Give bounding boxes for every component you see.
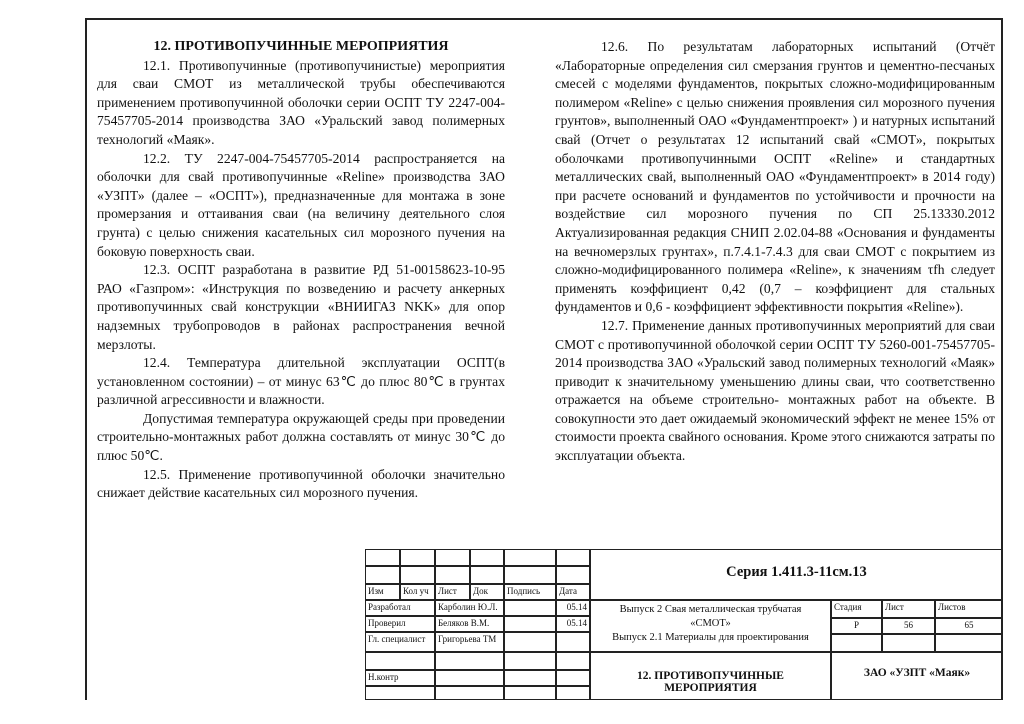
- cell: [556, 652, 590, 670]
- section-heading: 12. ПРОТИВОПУЧИННЫЕ МЕРОПРИЯТИЯ: [153, 39, 449, 54]
- left-column: [97, 38, 505, 503]
- name-checked: Беляков В.М.: [435, 616, 504, 632]
- role-developed: Разработал: [365, 600, 435, 616]
- description-line-1: Выпуск 2 Свая металлическая трубчатая: [619, 604, 802, 615]
- cell: [935, 634, 1003, 652]
- stage-label: Стадия: [831, 600, 882, 618]
- right-column: [555, 38, 995, 466]
- sheets-label: Листов: [935, 600, 1003, 618]
- role-norm-control: Н.контр: [365, 670, 435, 686]
- cell: [435, 652, 504, 670]
- paragraph-12-7: 12.7. Применение данных противопучинных мероприятий для сваи СМОТ с противопучинной оболочкой серии ОСПТ ТУ 5260-001-75457705-2014 производства ЗАО «Уральский завод полимерных технологий «Маяк» приводит к значительному уменьшению длины сваи, что соответственно отражается на объеме строительно- монтажных работ на объекте. В совокупности это дает ожидаемый экономический эффект не менее 15% от стоимости проекта свайного основания. Кроме этого снижаются затраты по эксплуатации объекта.: [555, 317, 995, 464]
- signature-cell: [504, 616, 556, 632]
- cell: [470, 566, 504, 584]
- cell: [556, 686, 590, 700]
- cell: [504, 549, 556, 566]
- paragraph-temperature: Допустимая температура окружающей среды при проведении строительно-монтажных работ должна составлять от минус 30℃ до плюс 50℃.: [97, 410, 505, 464]
- cell: [365, 566, 400, 584]
- sheet-label: Лист: [882, 600, 935, 618]
- cell: [400, 549, 435, 566]
- header-podpis: Подпись: [504, 584, 556, 600]
- cell: [556, 566, 590, 584]
- cell: [504, 670, 556, 686]
- cell: [831, 634, 882, 652]
- paragraph-12-5: 12.5. Применение противопучинной оболочки значительно снижает действие касательных сил морозного пучения.: [97, 466, 505, 501]
- series-title: Серия 1.411.3-11см.13: [590, 549, 1003, 600]
- cell: [435, 686, 504, 700]
- paragraph-12-6: 12.6. По результатам лабораторных испытаний (Отчёт «Лабораторные определения сил смерзания грунтов и цементно-песчаных смесей с моделями фундаментов, покрытых сложно-модифицированным полимером «Reline» с целью снижения проявления сил морозного пучения грунтов», выполненный ОАО «Фундаментпроект» ) и натурных испытаний свай (Отчет о результатах 12 испытаний свай «СМОТ», покрытых оболочками противопучинными ОСПТ «Reline» и стандартных металлических свай, выполненный ОАО «Фундаментпроект» в 2014 году) при расчете оснований и фундаментов по устойчивости и прочности на воздействие сил морозного пучения по СП 25.13330.2012 Актуализированная редакция СНИП 2.02.04-88 «Основания и фундаменты на вечномерзлых грунтах», п.7.4.1-7.4.3 для сваи СМОТ с покрытием из сложно-модифицированного полимера «Reline», к значениям τfh следует применять коэффициент 0,42 (0,7 – коэффициент для стальных фундаментов и 0,6 - коэффициент эффективности покрытия «Reline»).: [555, 39, 995, 315]
- paragraph-12-4: 12.4. Температура длительной эксплуатации ОСПТ(в установленном состоянии) – от минус 63℃ до плюс 80℃ в грунтах различной агрессивности и влажности.: [97, 355, 505, 408]
- cell: [556, 549, 590, 566]
- paragraph-12-3: 12.3. ОСПТ разработана в развитие РД 51-00158623-10-95 РАО «Газпром»: «Инструкция по возведению и расчету анкерных противопучинных свай конструкции «ВНИИГАЗ NKK» для опор надземных трубопроводов в районах распространения вечной мерзлоты.: [97, 262, 505, 352]
- cell: [365, 686, 435, 700]
- section-title-cell: 12. ПРОТИВОПУЧИННЫЕ МЕРОПРИЯТИЯ: [590, 652, 831, 700]
- sheet-value: 56: [882, 618, 935, 634]
- header-izm: Изм: [365, 584, 400, 600]
- description-cell: [590, 600, 831, 652]
- header-dok: Док: [470, 584, 504, 600]
- name-chief-specialist: Григорьева ТМ: [435, 632, 504, 652]
- role-chief-specialist: Гл. специалист: [365, 632, 435, 652]
- header-kol-uch: Кол уч: [400, 584, 435, 600]
- cell: [435, 670, 504, 686]
- signature-cell: [504, 632, 556, 652]
- cell: [504, 686, 556, 700]
- header-list: Лист: [435, 584, 470, 600]
- cell: [470, 549, 504, 566]
- role-checked: Проверил: [365, 616, 435, 632]
- description-line-2: «СМОТ»: [690, 618, 731, 629]
- name-developed: Карболин Ю.Л.: [435, 600, 504, 616]
- date-cell: [556, 632, 590, 652]
- date-checked: 05.14: [556, 616, 590, 632]
- sheets-value: 65: [935, 618, 1003, 634]
- description-line-3: Выпуск 2.1 Материалы для проектирования: [612, 632, 809, 643]
- cell: [556, 670, 590, 686]
- header-data: Дата: [556, 584, 590, 600]
- cell: [882, 634, 935, 652]
- signature-cell: [504, 600, 556, 616]
- cell: [504, 566, 556, 584]
- cell: [365, 652, 435, 670]
- paragraph-12-1: 12.1. Противопучинные (противопучинистые) мероприятия для сваи СМОТ из металлической трубы обеспечиваются применением противопучинной оболочки серии ОСПТ ТУ 2247-004-75457705-2014 производства ЗАО «Уральский завод полимерных технологий «Маяк».: [97, 57, 505, 147]
- company-name: ЗАО «УЗПТ «Маяк»: [831, 652, 1003, 700]
- date-developed: 05.14: [556, 600, 590, 616]
- cell: [435, 566, 470, 584]
- paragraph-12-2: 12.2. ТУ 2247-004-75457705-2014 распространяется на оболочки для свай противопучинные «Reline» производства ЗАО «УЗПТ» (далее – «ОСПТ»), предназначенные для монтажа в зоне промерзания и оттаивания сваи (на величину деятельного слоя грунта) с целью снижения касательных сил морозного пучения на боковую поверхность сваи.: [97, 150, 505, 259]
- cell: [400, 566, 435, 584]
- cell: [504, 652, 556, 670]
- cell: [435, 549, 470, 566]
- stage-value: Р: [831, 618, 882, 634]
- cell: [365, 549, 400, 566]
